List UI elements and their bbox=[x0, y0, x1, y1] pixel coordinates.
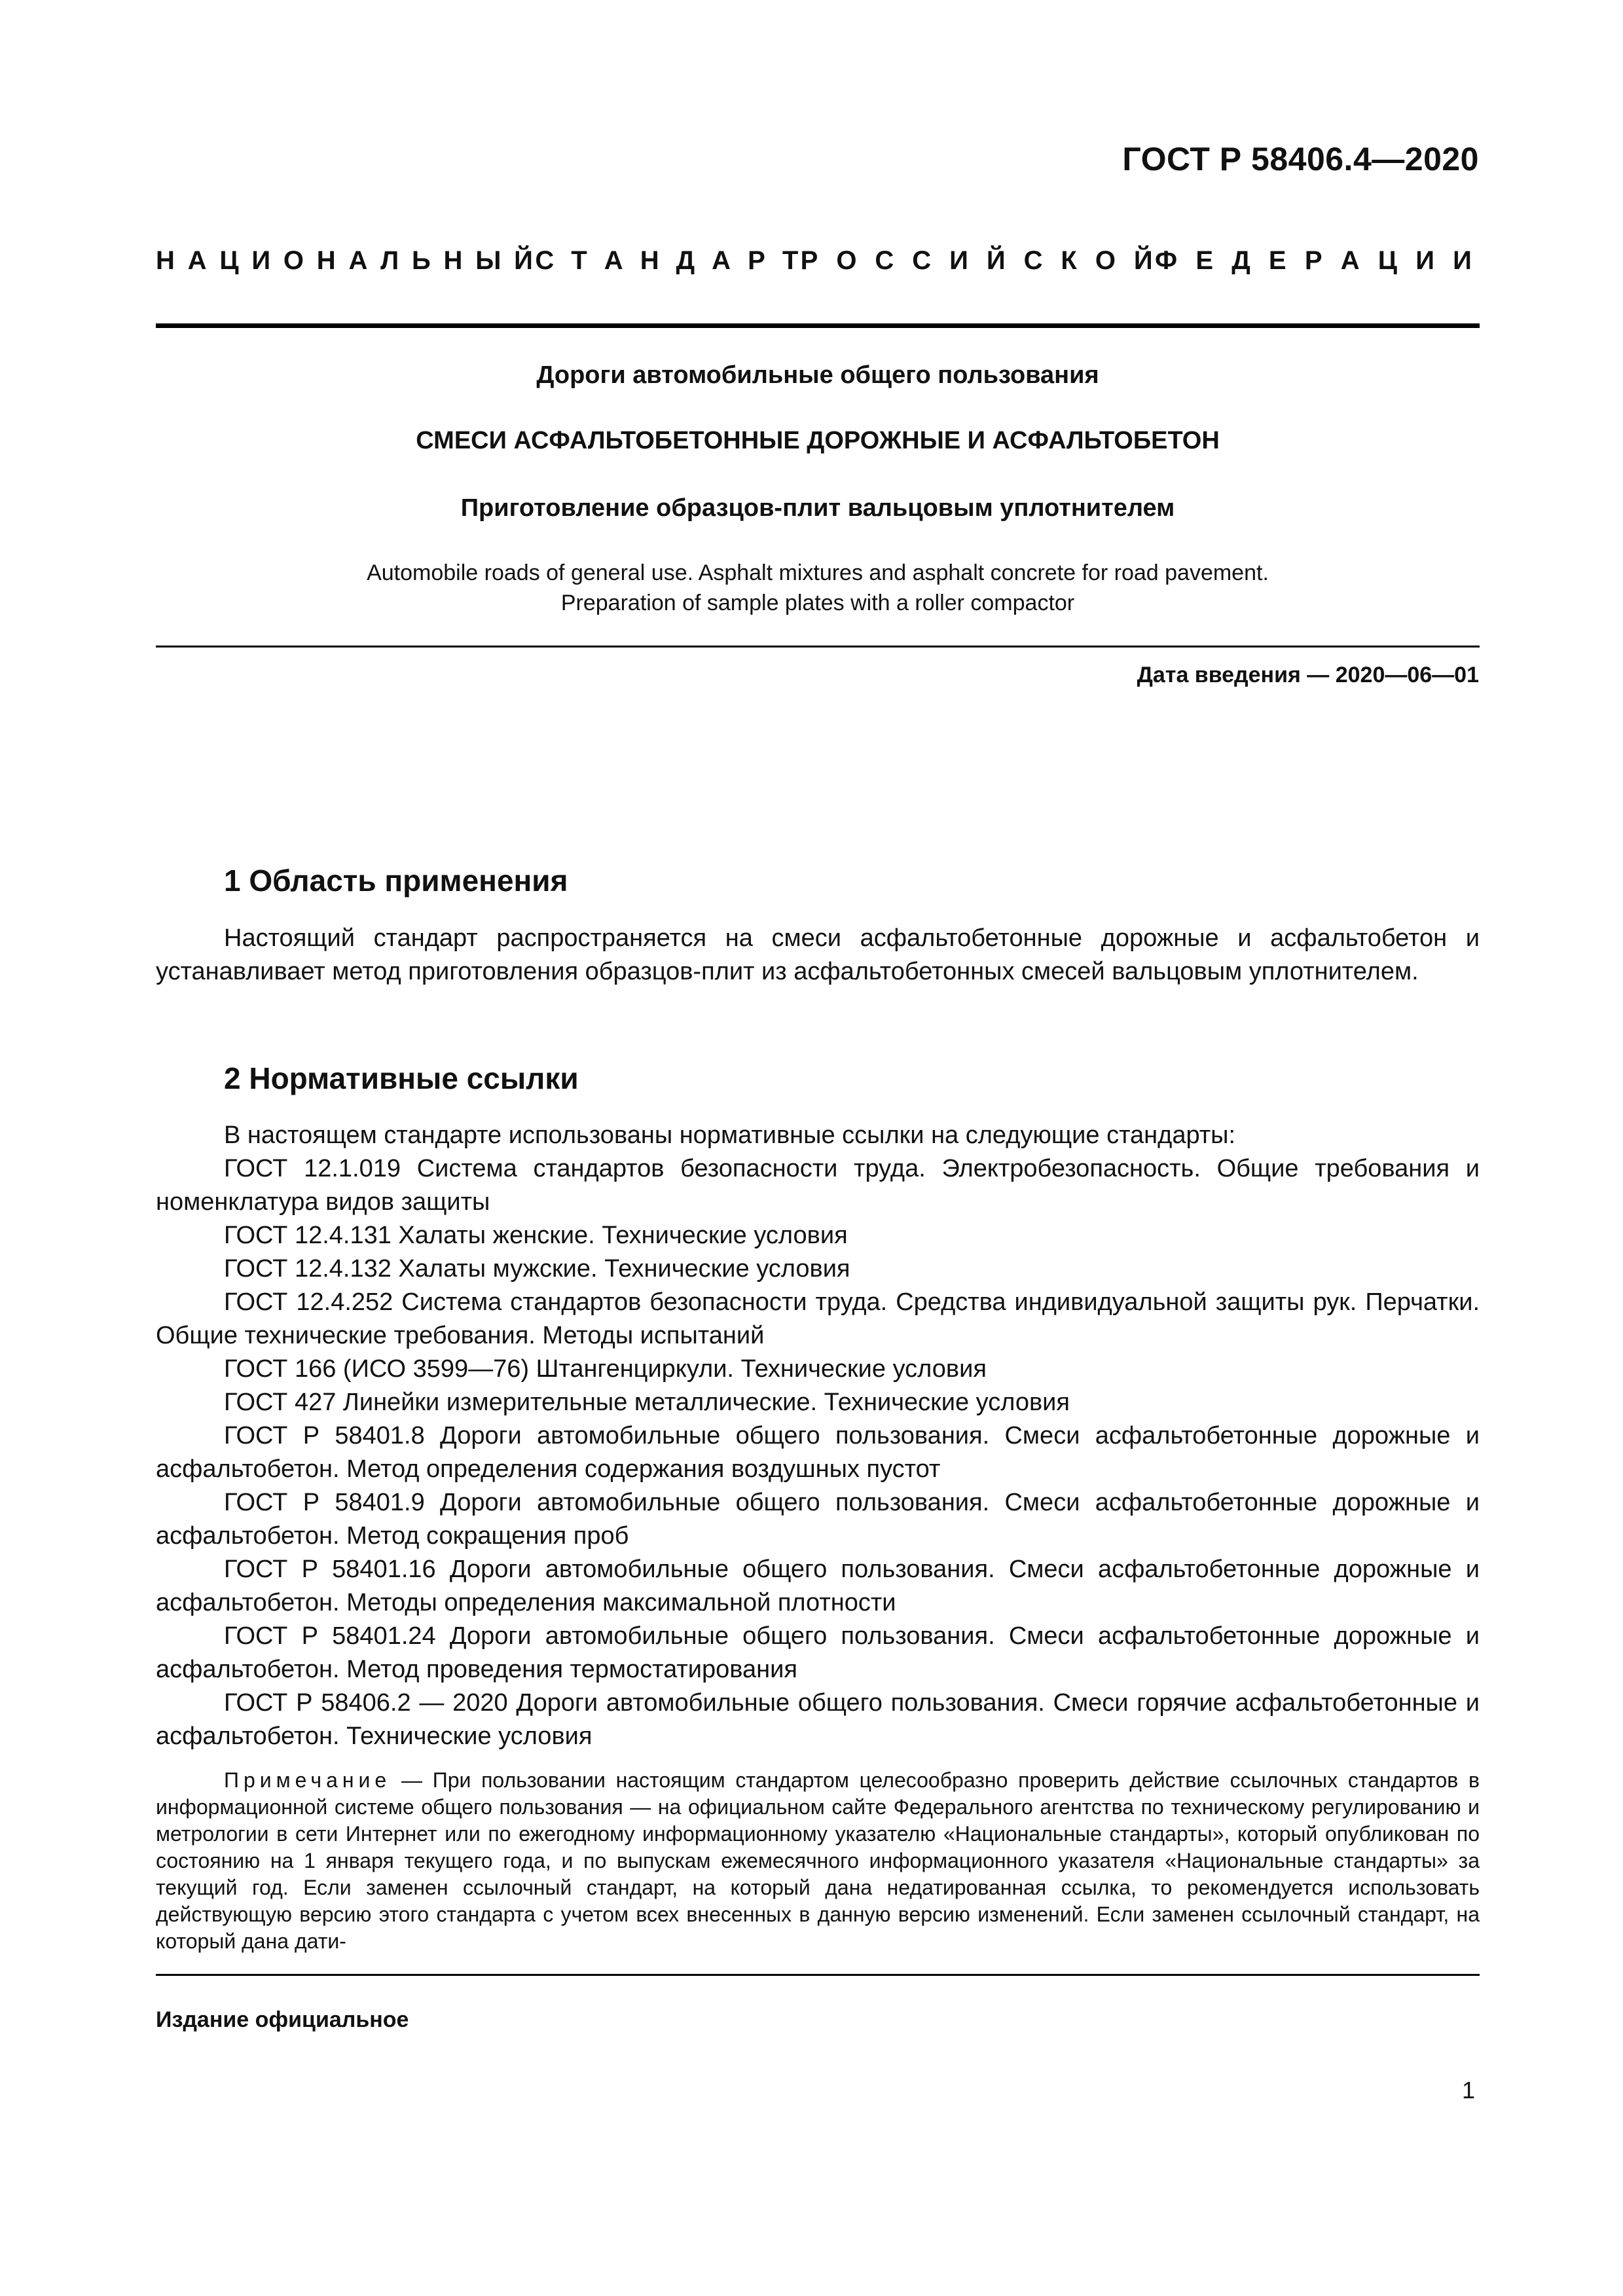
banner-letter: Н bbox=[316, 246, 336, 275]
banner-letter: Й bbox=[1133, 246, 1153, 275]
title-main: СМЕСИ АСФАЛЬТОБЕТОННЫЕ ДОРОЖНЫЕ И АСФАЛЬТОБЕТОН bbox=[416, 427, 1220, 454]
banner-letter: А bbox=[604, 246, 623, 275]
banner-word-3 bbox=[801, 246, 1153, 276]
banner-letter: Р bbox=[748, 246, 765, 275]
reference-item: ГОСТ 12.4.131 Халаты женские. Технические условия bbox=[224, 1222, 848, 1249]
banner-letter: А bbox=[187, 246, 207, 275]
banner-letter: А bbox=[712, 246, 731, 275]
banner-letter: А bbox=[348, 246, 368, 275]
reference-item: ГОСТ 166 (ИСО 3599—76) Штангенциркули. Технические условия bbox=[224, 1355, 987, 1383]
banner-letter: И bbox=[251, 246, 271, 275]
section-2-heading: 2 Нормативные ссылки bbox=[224, 1061, 579, 1095]
banner-letter: С bbox=[912, 246, 932, 275]
banner-letter: Н bbox=[443, 246, 463, 275]
banner-word-4 bbox=[1155, 246, 1472, 276]
banner-letter: О bbox=[283, 246, 304, 275]
banner-letter: К bbox=[1061, 246, 1077, 275]
national-standard-banner bbox=[156, 246, 1472, 276]
banner-letter: С bbox=[875, 246, 894, 275]
footer-divider bbox=[156, 1974, 1480, 1976]
banner-letter: Ы bbox=[475, 246, 501, 275]
banner-letter: Е bbox=[1268, 246, 1286, 275]
reference-item: ГОСТ Р 58401.16 Дороги автомобильные общего пользования. Смеси асфальтобетонные дорожные и асфальтобетон. Методы определения максимальной плотности bbox=[156, 1556, 1480, 1616]
banner-letter: Л bbox=[380, 246, 399, 275]
reference-item: ГОСТ Р 58406.2 — 2020 Дороги автомобильные общего пользования. Смеси горячие асфальтобетонные и асфальтобетон. Технические условия bbox=[156, 1689, 1480, 1750]
banner-letter: С bbox=[535, 246, 555, 275]
banner-letter: И bbox=[1415, 246, 1434, 275]
banner-letter: Т bbox=[782, 246, 799, 275]
reference-item: ГОСТ 12.1.019 Система стандартов безопасности труда. Электробезопасность. Общие требования и номенклатура видов защиты bbox=[156, 1155, 1480, 1216]
banner-letter: Н bbox=[640, 246, 659, 275]
banner-letter: Д bbox=[676, 246, 695, 275]
banner-letter: Т bbox=[571, 246, 587, 275]
banner-letter: И bbox=[949, 246, 968, 275]
title-english-line-2: Preparation of sample plates with a roller compactor bbox=[560, 591, 1075, 615]
references-note bbox=[156, 1767, 1480, 1955]
banner-letter: О bbox=[1095, 246, 1116, 275]
banner-letter: Ь bbox=[411, 246, 431, 275]
reference-item: ГОСТ Р 58401.24 Дороги автомобильные общего пользования. Смеси асфальтобетонные дорожные и асфальтобетон. Метод проведения термостатирования bbox=[156, 1622, 1480, 1683]
title-divider bbox=[156, 646, 1480, 647]
reference-item: ГОСТ 12.4.132 Халаты мужские. Технические условия bbox=[224, 1255, 850, 1283]
title-sub: Приготовление образцов-плит вальцовым уплотнителем bbox=[460, 494, 1175, 522]
banner-letter: Е bbox=[1195, 246, 1214, 275]
reference-item: ГОСТ Р 58401.9 Дороги автомобильные общего пользования. Смеси асфальтобетонные дорожные и асфальтобетон. Метод сокращения проб bbox=[156, 1489, 1480, 1550]
banner-letter: И bbox=[1453, 246, 1472, 275]
section-1-heading: 1 Область применения bbox=[224, 864, 568, 898]
header-divider-thick bbox=[156, 323, 1480, 328]
banner-letter: А bbox=[1340, 246, 1360, 275]
banner-letter: Р bbox=[1304, 246, 1322, 275]
note-label: Примечание bbox=[224, 1768, 392, 1792]
title-english bbox=[156, 558, 1480, 618]
page-number: 1 bbox=[1461, 2077, 1475, 2104]
edition-label: Издание официальное bbox=[156, 2007, 409, 2032]
title-english-line-1: Automobile roads of general use. Asphalt mixtures and asphalt concrete for road pavement. bbox=[367, 560, 1269, 585]
banner-letter: Р bbox=[800, 246, 818, 275]
section-2-body bbox=[156, 1119, 1480, 1753]
banner-letter: Й bbox=[986, 246, 1006, 275]
note-text: — При пользовании настоящим стандартом целесообразно проверить действие ссылочных стандартов в информационной системе общего пользования — на официальном сайте Федерального агентства по техническому регулированию и метрологии в сети Интернет или по ежегодному информационному указателю «Национальные стандарты», который опубликован по состоянию на 1 января текущего года, и по выпускам ежемесячного информационного указателя «Национальные стандарты» за текущий год. Если заменен ссылочный стандарт, на который дана недатированная ссылка, то рекомендуется использовать действующую версию этого стандарта с учетом всех внесенных в данную версию изменений. Если заменен ссылочный стандарт, на который дана дати- bbox=[156, 1768, 1480, 1953]
reference-intro: В настоящем стандарте использованы нормативные ссылки на следующие стандарты: bbox=[224, 1121, 1236, 1149]
reference-item: ГОСТ 12.4.252 Система стандартов безопасности труда. Средства индивидуальной защиты рук. Перчатки. Общие технические требования. Методы испытаний bbox=[156, 1288, 1480, 1349]
banner-letter: Н bbox=[156, 246, 175, 275]
banner-letter: О bbox=[836, 246, 857, 275]
banner-word-2 bbox=[535, 246, 798, 276]
section-1-body bbox=[156, 922, 1480, 989]
reference-item: ГОСТ 427 Линейки измерительные металлические. Технические условия bbox=[224, 1389, 1070, 1416]
banner-letter: Й bbox=[514, 246, 533, 275]
banner-letter: Д bbox=[1231, 246, 1250, 275]
banner-word-1 bbox=[156, 246, 533, 276]
standard-code: ГОСТ Р 58406.4—2020 bbox=[1122, 141, 1479, 177]
banner-letter: С bbox=[1023, 246, 1043, 275]
reference-item: ГОСТ Р 58401.8 Дороги автомобильные общего пользования. Смеси асфальтобетонные дорожные и асфальтобетон. Метод определения содержания воздушных пустот bbox=[156, 1422, 1480, 1483]
banner-letter: Ц bbox=[219, 246, 239, 275]
banner-letter: Ф bbox=[1154, 246, 1178, 275]
date-of-introduction: Дата введения — 2020—06—01 bbox=[1137, 663, 1479, 687]
title-domain: Дороги автомобильные общего пользования bbox=[536, 361, 1099, 389]
banner-letter: Ц bbox=[1377, 246, 1398, 275]
section-1-paragraph: Настоящий стандарт распространяется на смеси асфальтобетонные дорожные и асфальтобетон и устанавливает метод приготовления образцов-плит из асфальтобетонных смесей вальцовым уплотнителем. bbox=[156, 924, 1480, 985]
